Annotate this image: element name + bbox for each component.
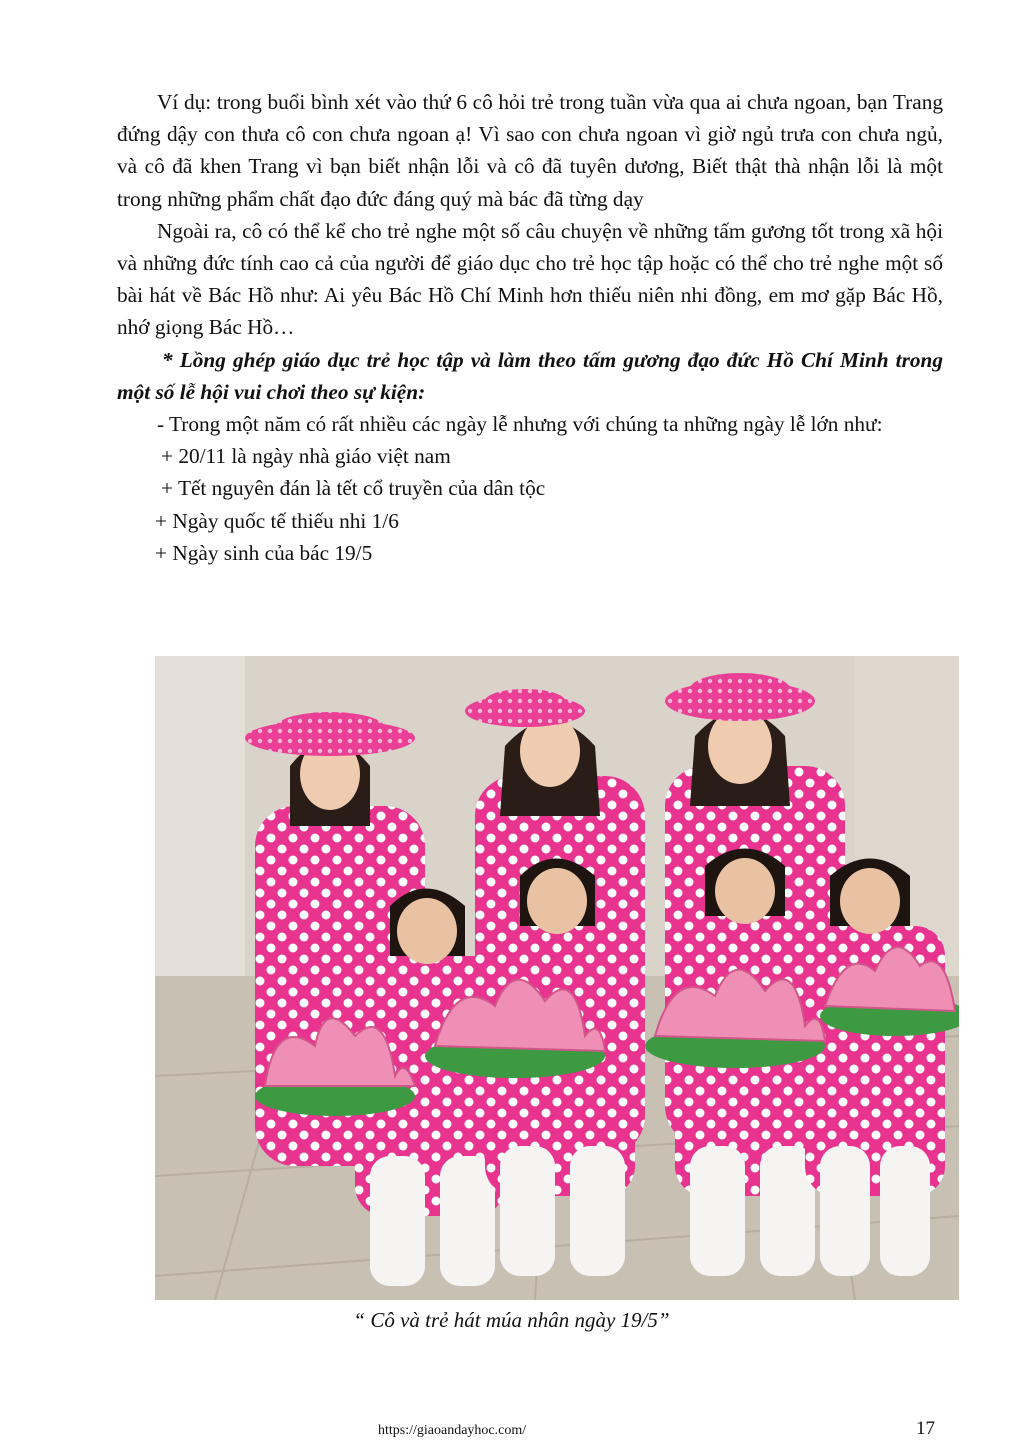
paragraph-stories: Ngoài ra, cô có thể kể cho trẻ nghe một số câu chuyện về những tấm gương tốt trong xã hội và những đức tính cao cả của người để giáo dục cho trẻ học tập hoặc có thể cho trẻ nghe một số bài hát về Bác Hồ như: Ai yêu Bác Hồ Chí Minh hơn thiếu niên nhi đồng, em mơ gặp Bác Hồ, nhớ giọng Bác Hồ…: [117, 218, 943, 340]
photo-caption: “ Cô và trẻ hát múa nhân ngày 19/5”: [353, 1308, 670, 1332]
list-item: + Ngày quốc tế thiếu nhi 1/6: [155, 508, 399, 533]
section-heading: * Lồng ghép giáo dục trẻ học tập và làm theo tấm gương đạo đức Hồ Chí Minh trong một số lễ hội vui chơi theo sự kiện:: [117, 347, 943, 404]
page-number: 17: [916, 1418, 935, 1439]
body-text: [117, 86, 943, 569]
list-item: + 20/11 là ngày nhà giáo việt nam: [161, 444, 451, 469]
paragraph-holidays: - Trong một năm có rất nhiều các ngày lễ nhưng với chúng ta những ngày lễ lớn như:: [157, 412, 883, 437]
paragraph-example: Ví dụ: trong buổi bình xét vào thứ 6 cô hỏi trẻ trong tuần vừa qua ai chưa ngoan, bạn Trang đứng dậy con thưa cô con chưa ngoan ạ! Vì sao con chưa ngoan vì giờ ngủ trưa con chưa ngủ, và cô đã khen Trang vì bạn biết nhận lỗi và cô đã tuyên dương, Biết thật thà nhận lỗi là một trong những phẩm chất đạo đức đáng quý mà bác đã từng dạy: [117, 90, 943, 211]
footer-url[interactable]: https://giaoandayhoc.com/: [378, 1423, 527, 1438]
list-item: + Tết nguyên đán là tết cổ truyền của dân tộc: [161, 476, 546, 501]
group-photo: [155, 656, 959, 1300]
list-item: + Ngày sinh của bác 19/5: [155, 540, 373, 565]
